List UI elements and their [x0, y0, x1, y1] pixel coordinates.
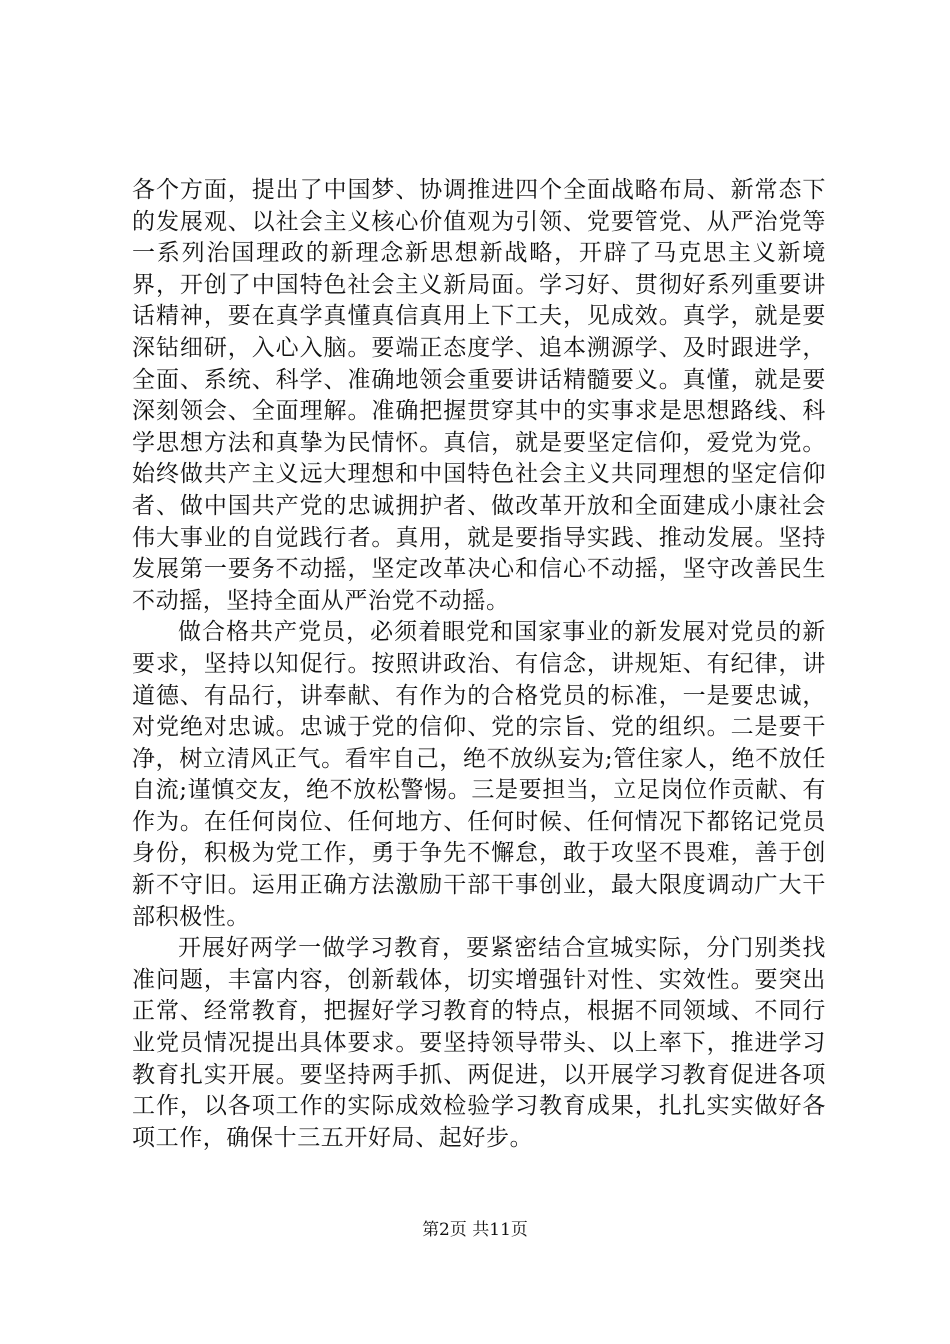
page-number-footer: 第2页 共11页: [422, 1220, 528, 1240]
document-body: [132, 175, 826, 1154]
paragraph-1: 各个方面，提出了中国梦、协调推进四个全面战略布局、新常态下的发展观、以社会主义核心价值观为引领、党要管党、从严治党等一系列治国理政的新理念新思想新战略，开辟了马克思主义新境界，开创了中国特色社会主义新局面。学习好、贯彻好系列重要讲话精神，要在真学真懂真信真用上下工夫，见成效。真学，就是要深钻细研，入心入脑。要端正态度学、追本溯源学、及时跟进学，全面、系统、科学、准确地领会重要讲话精髓要义。真懂，就是要深刻领会、全面理解。准确把握贯穿其中的实事求是思想路线、科学思想方法和真挚为民情怀。真信，就是要坚定信仰，爱党为党。始终做共产主义远大理想和中国特色社会主义共同理想的坚定信仰者、做中国共产党的忠诚拥护者、做改革开放和全面建成小康社会伟大事业的自觉践行者。真用，就是要指导实践、推动发展。坚持发展第一要务不动摇，坚定改革决心和信心不动摇，坚守改善民生不动摇，坚持全面从严治党不动摇。: [132, 177, 826, 614]
paragraph-3: 开展好两学一做学习教育，要紧密结合宣城实际，分门别类找准问题，丰富内容，创新载体，切实增强针对性、实效性。要突出正常、经常教育，把握好学习教育的特点，根据不同领域、不同行业党员情况提出具体要求。要坚持领导带头、以上率下，推进学习教育扎实开展。要坚持两手抓、两促进，以开展学习教育促进各项工作，以各项工作的实际成效检验学习教育成果，扎扎实实做好各项工作，确保十三五开好局、起好步。: [132, 935, 826, 1151]
paragraph-2: 做合格共产党员，必须着眼党和国家事业的新发展对党员的新要求，坚持以知促行。按照讲政治、有信念，讲规矩、有纪律，讲道德、有品行，讲奉献、有作为的合格党员的标准，一是要忠诚，对党绝对忠诚。忠诚于党的信仰、党的宗旨、党的组织。二是要干净，树立清风正气。看牢自己，绝不放纵妄为;管住家人，绝不放任自流;谨慎交友，绝不放松警惕。三是要担当，立足岗位作贡献、有作为。在任何岗位、任何地方、任何时候、任何情况下都铭记党员身份，积极为党工作，勇于争先不懈怠，敢于攻坚不畏难，善于创新不守旧。运用正确方法激励干部干事创业，最大限度调动广大干部积极性。: [132, 619, 826, 930]
